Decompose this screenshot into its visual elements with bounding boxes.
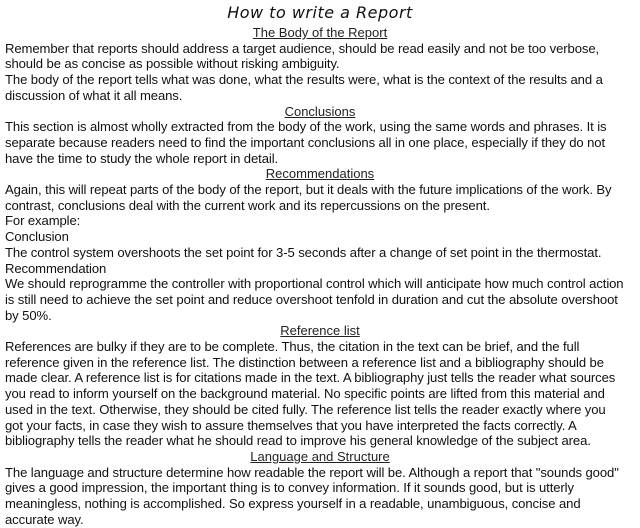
paragraph-line: This section is almost wholly extracted from the body of the work, using the same words and phrases. It is	[5, 119, 607, 135]
paragraph-line: The control system overshoots the set point for 3-5 seconds after a change of set point in the thermostat.	[5, 244, 602, 260]
paragraph-line: contrast, conclusions deal with the current work and its repercussions on the present.	[5, 197, 490, 213]
paragraph-line: References are bulky if they are to be complete. Thus, the citation in the text can be brief, and the full	[5, 339, 580, 355]
section-body-of-report	[5, 25, 635, 104]
paragraph-line: made clear. A reference list is for citations made in the text. A bibliography just tells the reader what sources	[5, 370, 616, 386]
paragraph-line: by 50%.	[5, 307, 52, 323]
section-conclusions	[5, 104, 635, 167]
paragraph-line: reference given in the reference list. The distinction between a reference list and a bibliography should be	[5, 354, 604, 370]
paragraph-line: Again, this will repeat parts of the body of the report, but it deals with the future implications of the work. By	[5, 182, 612, 198]
paragraph-line: accurate way.	[5, 511, 84, 527]
paragraph-line: The language and structure determine how readable the report will be. Although a report that "sounds good"	[5, 464, 619, 480]
document-body	[5, 25, 635, 528]
paragraph-line: For example:	[5, 213, 81, 229]
paragraph-line: bibliography tells the reader what he should read to improve his general knowledge of the subject area.	[5, 433, 591, 449]
paragraph-line: separate because readers need to find the important conclusions all in one place, especially if they do not	[5, 134, 605, 150]
section-recommendations	[5, 166, 635, 323]
paragraph-line: discussion of what it all means.	[5, 87, 183, 103]
paragraph-line: Recommendation	[5, 260, 107, 276]
paragraph-line: used in the text. Otherwise, they should be cited fully. The reference list tells the reader exactly where you	[5, 401, 606, 417]
paragraph-line: The body of the report tells what was done, what the results were, what is the context of the results and a	[5, 72, 603, 88]
paragraph-line: you read to inform yourself on the background material. No specific points are lifted from this material and	[5, 386, 605, 402]
section-heading: Conclusions	[284, 103, 356, 119]
paragraph-line: should be as concise as possible without risking ambiguity.	[5, 56, 340, 72]
section-heading: Recommendations	[265, 166, 375, 182]
section-heading: The Body of the Report	[252, 25, 388, 40]
section-heading: Language and Structure	[250, 448, 390, 464]
paragraph-line: Conclusion	[5, 229, 69, 245]
section-heading: Reference list	[280, 323, 360, 339]
section-language-and-structure	[5, 449, 635, 528]
paragraph-line: We should reprogramme the controller with proportional control which will anticipate how much control action	[5, 276, 624, 292]
paragraph-line: Remember that reports should address a target audience, should be read easily and not be too verbose,	[5, 40, 600, 56]
paragraph-line: meaningless, nothing is accomplished. So express yourself in a readable, unambiguous, concise and	[5, 496, 581, 512]
paragraph-line: got your facts, in case they wish to assure themselves that you have interpreted the facts correctly. A	[5, 417, 577, 433]
paragraph-line: is still need to achieve the set point and reduce overshoot tenfold in duration and cut the absolute overshoot	[5, 291, 618, 307]
paragraph-line: gives a good impression, the important thing is to convey information. If it sounds good, but is utterly	[5, 480, 574, 496]
document-title: How to write a Report	[227, 3, 413, 22]
paragraph-line: have the time to study the whole report in detail.	[5, 150, 279, 166]
section-reference-list	[5, 323, 635, 449]
